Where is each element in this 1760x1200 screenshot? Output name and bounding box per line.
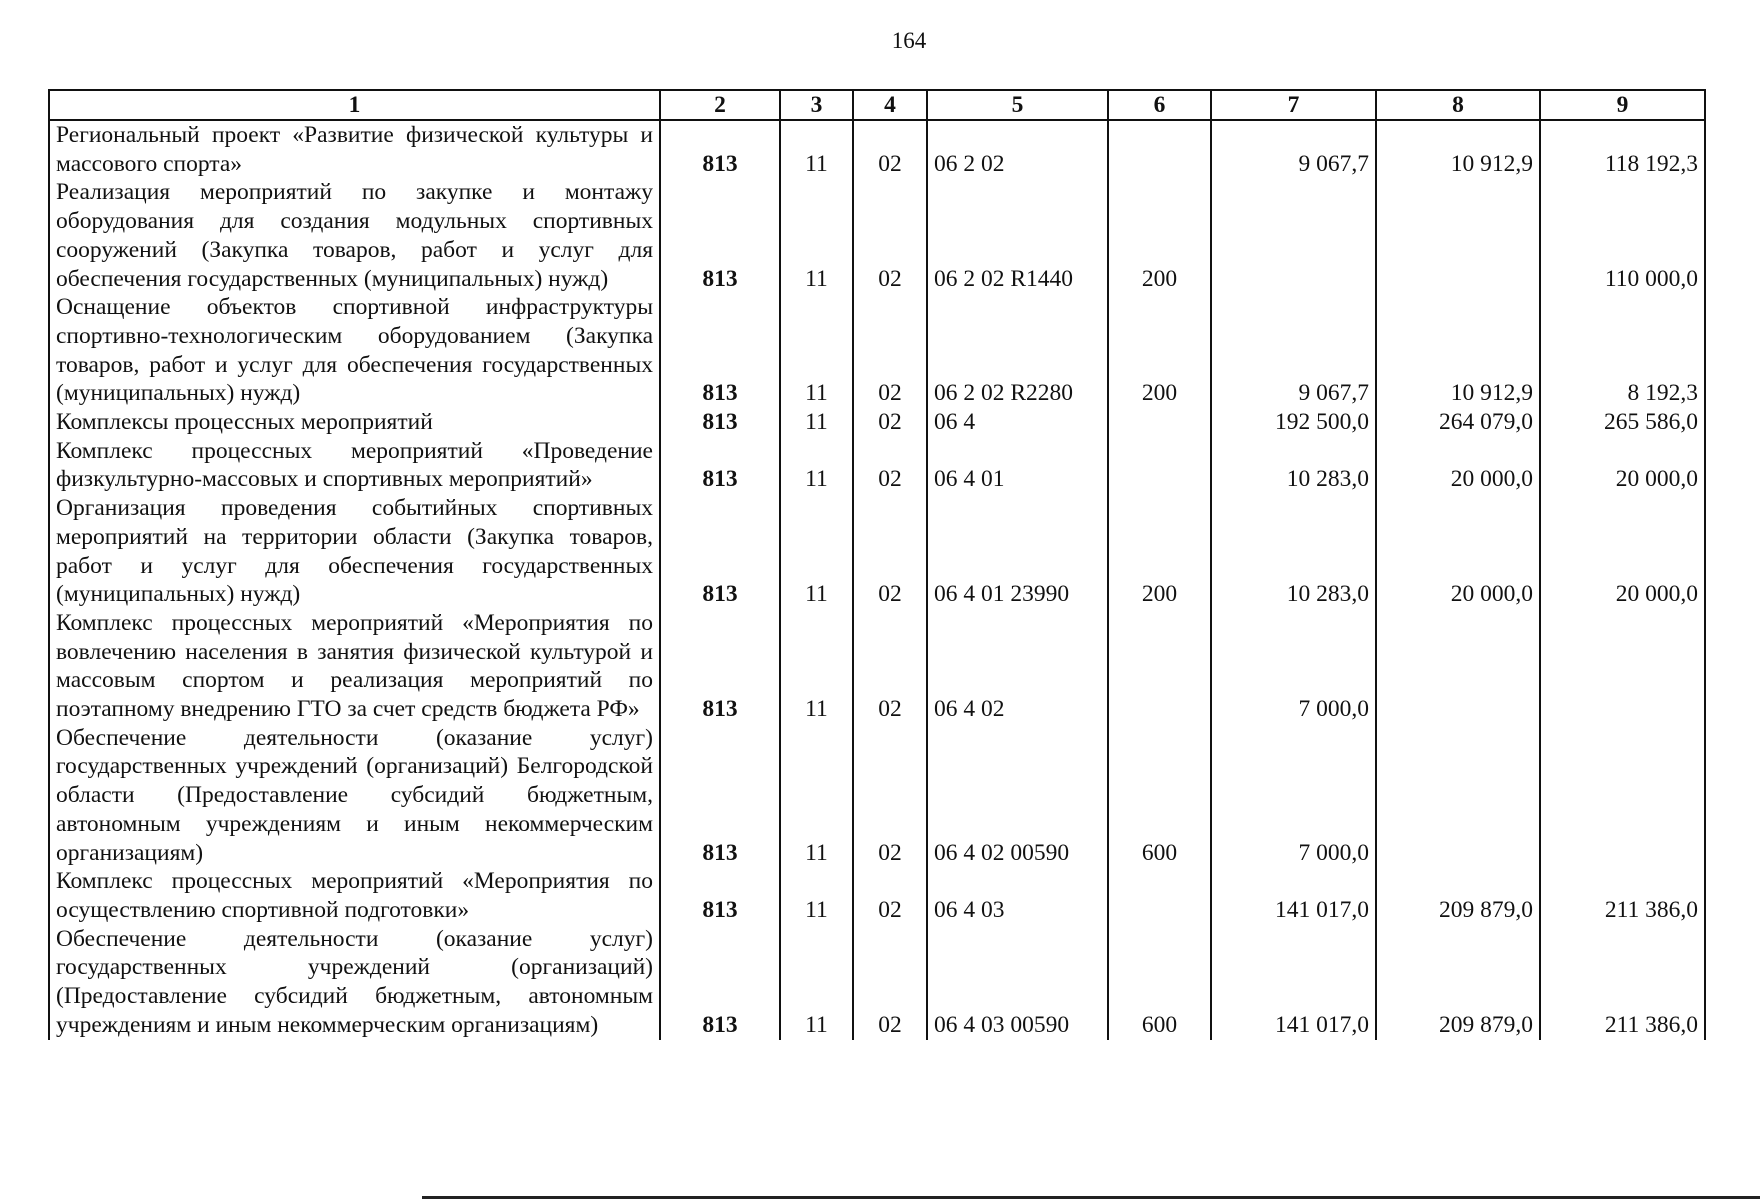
cell-col-3: 11 — [780, 120, 853, 178]
cell-col-6: 200 — [1108, 494, 1211, 609]
cell-col-6 — [1108, 609, 1211, 724]
cell-col-7: 192 500,0 — [1211, 408, 1376, 437]
cell-col-8: 10 912,9 — [1376, 293, 1540, 408]
table-row — [49, 494, 1705, 609]
cell-col-8 — [1376, 178, 1540, 293]
cell-col-8: 264 079,0 — [1376, 408, 1540, 437]
cell-col-8: 209 879,0 — [1376, 867, 1540, 924]
cell-col-3: 11 — [780, 494, 853, 609]
cell-col-7: 7 000,0 — [1211, 609, 1376, 724]
cell-col-3: 11 — [780, 408, 853, 437]
cell-col-3: 11 — [780, 437, 853, 494]
cell-col-2: 813 — [660, 925, 780, 1040]
table-row — [49, 408, 1705, 437]
cell-col-9: 265 586,0 — [1540, 408, 1705, 437]
cell-col-9 — [1540, 609, 1705, 724]
row-name: Комплекс процессных мероприятий «Проведение физкультурно-массовых и спортивных мероприятий» — [49, 437, 660, 494]
cell-col-9: 211 386,0 — [1540, 925, 1705, 1040]
table-row — [49, 724, 1705, 868]
cell-col-7: 141 017,0 — [1211, 867, 1376, 924]
cell-col-4: 02 — [853, 178, 927, 293]
cell-col-4: 02 — [853, 408, 927, 437]
row-name: Комплекс процессных мероприятий «Мероприятия по осуществлению спортивной подготовки» — [49, 867, 660, 924]
cell-col-5: 06 4 01 23990 — [927, 494, 1108, 609]
column-header-5: 5 — [927, 90, 1108, 120]
column-header-7: 7 — [1211, 90, 1376, 120]
row-name: Оснащение объектов спортивной инфраструктуры спортивно-технологическим оборудованием (Закупка товаров, работ и услуг для обеспечения государственных (муниципальных) нужд) — [49, 293, 660, 408]
cell-col-3: 11 — [780, 724, 853, 868]
cell-col-4: 02 — [853, 494, 927, 609]
cell-col-5: 06 2 02 R1440 — [927, 178, 1108, 293]
cell-col-2: 813 — [660, 609, 780, 724]
cell-col-7: 10 283,0 — [1211, 494, 1376, 609]
cell-col-4: 02 — [853, 925, 927, 1040]
bottom-rule — [422, 1196, 1760, 1199]
cell-col-6 — [1108, 437, 1211, 494]
cell-col-9: 8 192,3 — [1540, 293, 1705, 408]
cell-col-4: 02 — [853, 437, 927, 494]
cell-col-6: 200 — [1108, 178, 1211, 293]
cell-col-2: 813 — [660, 724, 780, 868]
cell-col-5: 06 2 02 R2280 — [927, 293, 1108, 408]
cell-col-7: 9 067,7 — [1211, 120, 1376, 178]
cell-col-4: 02 — [853, 120, 927, 178]
cell-col-2: 813 — [660, 178, 780, 293]
table-row — [49, 609, 1705, 724]
cell-col-5: 06 4 02 — [927, 609, 1108, 724]
cell-col-2: 813 — [660, 120, 780, 178]
cell-col-9: 211 386,0 — [1540, 867, 1705, 924]
row-name: Организация проведения событийных спортивных мероприятий на территории области (Закупка товаров, работ и услуг для обеспечения государственных (муниципальных) нужд) — [49, 494, 660, 609]
table-row — [49, 867, 1705, 924]
cell-col-6 — [1108, 408, 1211, 437]
cell-col-3: 11 — [780, 925, 853, 1040]
cell-col-6: 200 — [1108, 293, 1211, 408]
table-row — [49, 120, 1705, 178]
column-header-3: 3 — [780, 90, 853, 120]
cell-col-5: 06 4 01 — [927, 437, 1108, 494]
row-name: Обеспечение деятельности (оказание услуг) государственных учреждений (организаций) (Предоставление субсидий бюджетным, автономным учреждениям и иным некоммерческим организациям) — [49, 925, 660, 1040]
budget-table-container — [48, 89, 1704, 1040]
header-row — [49, 90, 1705, 120]
cell-col-7: 9 067,7 — [1211, 293, 1376, 408]
column-header-9: 9 — [1540, 90, 1705, 120]
table-row — [49, 178, 1705, 293]
row-name: Комплексы процессных мероприятий — [49, 408, 660, 437]
cell-col-8: 20 000,0 — [1376, 437, 1540, 494]
cell-col-7 — [1211, 178, 1376, 293]
row-name: Обеспечение деятельности (оказание услуг) государственных учреждений (организаций) Белгородской области (Предоставление субсидий бюджетным, автономным учреждениям и иным некоммерческим организациям) — [49, 724, 660, 868]
cell-col-9: 20 000,0 — [1540, 494, 1705, 609]
cell-col-4: 02 — [853, 293, 927, 408]
table-row — [49, 925, 1705, 1040]
cell-col-2: 813 — [660, 494, 780, 609]
cell-col-9: 110 000,0 — [1540, 178, 1705, 293]
column-header-4: 4 — [853, 90, 927, 120]
cell-col-4: 02 — [853, 867, 927, 924]
cell-col-7: 141 017,0 — [1211, 925, 1376, 1040]
cell-col-9: 20 000,0 — [1540, 437, 1705, 494]
cell-col-6 — [1108, 120, 1211, 178]
cell-col-8: 209 879,0 — [1376, 925, 1540, 1040]
cell-col-4: 02 — [853, 609, 927, 724]
cell-col-2: 813 — [660, 867, 780, 924]
cell-col-6: 600 — [1108, 925, 1211, 1040]
cell-col-2: 813 — [660, 437, 780, 494]
cell-col-6: 600 — [1108, 724, 1211, 868]
cell-col-8: 10 912,9 — [1376, 120, 1540, 178]
cell-col-3: 11 — [780, 867, 853, 924]
cell-col-7: 10 283,0 — [1211, 437, 1376, 494]
cell-col-9 — [1540, 724, 1705, 868]
cell-col-3: 11 — [780, 609, 853, 724]
column-header-6: 6 — [1108, 90, 1211, 120]
cell-col-5: 06 4 02 00590 — [927, 724, 1108, 868]
column-header-2: 2 — [660, 90, 780, 120]
page-number: 164 — [891, 28, 927, 53]
cell-col-3: 11 — [780, 178, 853, 293]
cell-col-5: 06 4 03 00590 — [927, 925, 1108, 1040]
cell-col-2: 813 — [660, 293, 780, 408]
cell-col-4: 02 — [853, 724, 927, 868]
cell-col-2: 813 — [660, 408, 780, 437]
row-name: Региональный проект «Развитие физической культуры и массового спорта» — [49, 120, 660, 178]
cell-col-8 — [1376, 609, 1540, 724]
cell-col-7: 7 000,0 — [1211, 724, 1376, 868]
table-row — [49, 293, 1705, 408]
cell-col-8: 20 000,0 — [1376, 494, 1540, 609]
cell-col-6 — [1108, 867, 1211, 924]
column-header-1: 1 — [49, 90, 660, 120]
cell-col-3: 11 — [780, 293, 853, 408]
column-header-8: 8 — [1376, 90, 1540, 120]
row-name: Реализация мероприятий по закупке и монтажу оборудования для создания модульных спортивных сооружений (Закупка товаров, работ и услуг для обеспечения государственных (муниципальных) нужд) — [49, 178, 660, 293]
cell-col-8 — [1376, 724, 1540, 868]
cell-col-9: 118 192,3 — [1540, 120, 1705, 178]
cell-col-5: 06 4 — [927, 408, 1108, 437]
row-name: Комплекс процессных мероприятий «Мероприятия по вовлечению населения в занятия физической культурой и массовым спортом и реализация мероприятий по поэтапному внедрению ГТО за счет средств бюджета РФ» — [49, 609, 660, 724]
table-row — [49, 437, 1705, 494]
cell-col-5: 06 4 03 — [927, 867, 1108, 924]
budget-table — [48, 89, 1706, 1040]
cell-col-5: 06 2 02 — [927, 120, 1108, 178]
